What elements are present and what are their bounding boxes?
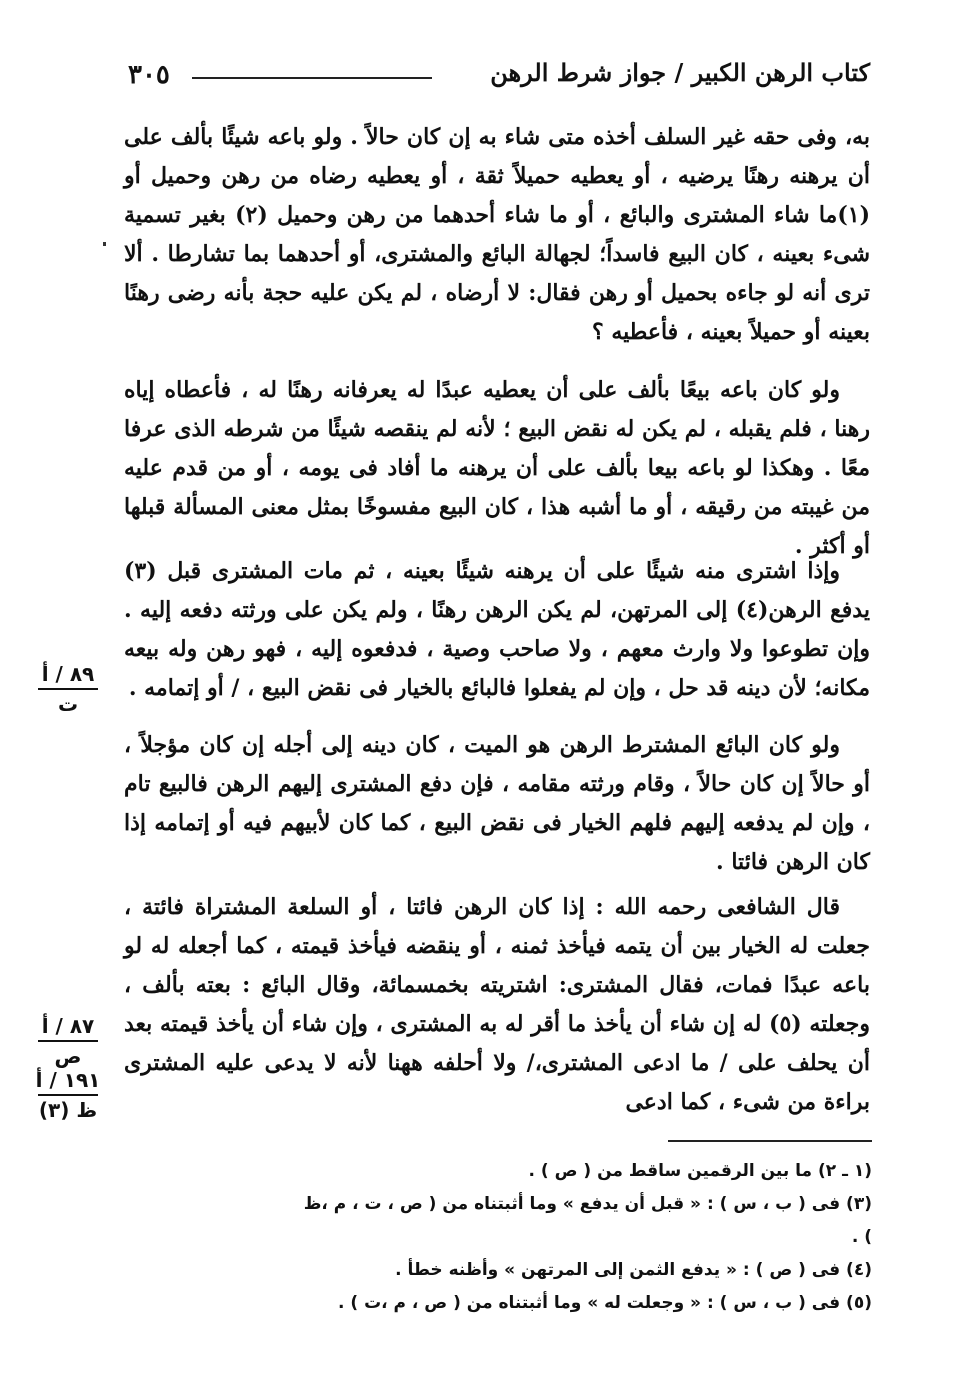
page-number: ٣٠٥: [128, 60, 170, 90]
paragraph-5: قال الشافعى رحمه الله : إذا كان الرهن فائتا ، أو السلعة المشتراة فائتة ، جعلت له الخيار بين أن يتمه فيأخذ ثمنه ، أو ينقضه فيأخذ قيمته ، كما أجعله له لو باعه عبدًا فمات، فقال المشترى: اشتريته بخمسمائة، وقال البائع : بعته بألف ، وجعلته (٥) له إن شاء أن يأخذ ما أقر له به المشترى ، وإن شاء أن يأخذ قيمته بعد أن يحلف على / ما ادعى المشترى،/ ولا أحلفه ههنا لأنه لا يدعى عليه المشترى براءة من شىء ، كما ادعى: [124, 894, 870, 1115]
paragraph-2: ولو كان باعه بيعًا بألف على أن يعطيه عبدًا له يعرفانه رهنًا له ، فأعطاه إياه رهنا ، فلم يقبله ، لم يكن له نقض البيع ؛ لأنه لم ينقصه شيئًا من شرطه الذى عرفا معًا . وهكذا لو باعه بيعا بألف على أن يرهنه ما أفاد فى يومه ، أو من قدم عليه من غيبته من رقيقه ، أو ما أشبه هذا ، كان البيع مفسوخًا بمثل معنى المسألة قبلها أو أكثر .: [124, 377, 870, 559]
manuscript-ref-siglum: ت: [57, 692, 79, 716]
manuscript-ref-divider: [38, 688, 98, 690]
paragraph-4: ولو كان البائع المشترط الرهن هو الميت ، كان دينه إلى أجله إن كان مؤجلاً ، أو حالاً إن كان حالاً ، وقام ورثته مقامه ، فإن دفع المشترى إليهم الرهن فالبيع تام ، وإن لم يدفعه إليهم فلهم الخيار فى نقض البيع ، كما كان لأبيهم فيه أو إتمامه إذا كان الرهن فائتا .: [124, 732, 870, 875]
footnote-rule: [668, 1140, 872, 1142]
footnote: (١ ـ ٢) ما بين الرقمين ساقط من ( ص ) .: [528, 1161, 872, 1181]
manuscript-ref-note: [28, 662, 108, 716]
footnote: (٤) فى ( ص ) : « يدفع الثمن إلى المرتهن » وأظنه خطأ .: [395, 1260, 872, 1280]
manuscript-ref-divider: [38, 1094, 98, 1096]
manuscript-ref-folio: ٨٩ / أ: [41, 662, 95, 686]
manuscript-ref-siglum: ظ (٣): [38, 1098, 98, 1122]
footnote: (٣) فى ( ب ، س ) : « قبل أن يدفع » وما أثبتناه من ( ص ، ت ، م ،ظ ) .: [303, 1194, 872, 1247]
manuscript-ref-siglum: ص: [54, 1044, 82, 1068]
running-header: [120, 56, 870, 96]
paragraph-1: به، وفى حقه غير السلف أخذه متى شاء به إن كان حالاً . ولو باعه شيئًا بألف على أن يرهنه رهنًا يرضيه ، أو يعطيه حميلاً ثقة ، أو يعطيه رضاه من رهن وحميل أو (١)ما شاء المشترى والبائع ، أو ما شاء أحدهما من رهن وحميل (٢) بغير تسمية شىء بعينه ، كان البيع فاسداً؛ لجهالة البائع والمشترى، أو أحدهما بما تشارطا . ألا ترى أنه لو جاءه بحميل أو رهن فقال: لا أرضاه ، لم يكن عليه حجة بأنه رضى رهنًا بعينه أو حميلاً بعينه ، فأعطيه ؟: [124, 124, 870, 345]
header-title: كتاب الرهن الكبير / جواز شرط الرهن: [490, 58, 870, 87]
footnotes: [300, 1155, 872, 1320]
manuscript-ref-folio: ٨٧ / أ: [41, 1014, 95, 1038]
print-speck: [103, 242, 106, 246]
manuscript-ref-folio: ١٩١ / أ: [35, 1068, 101, 1092]
manuscript-ref-divider: [38, 1040, 98, 1042]
header-rule: [192, 77, 432, 79]
paragraph-3: وإذا اشترى منه شيئًا على أن يرهنه شيئًا بعينه ، ثم مات المشترى قبل (٣) يدفع الرهن(٤) إلى المرتهن، لم يكن الرهن رهنًا ، ولم يكن على ورثته دفعه إليه . وإن تطوعوا ولا وارث معهم ، ولا صاحب وصية ، فدفعوه إليه ، فهو رهن وله بيعه مكانه؛ لأن دينه قد حل ، وإن لم يفعلوا فالبائع بالخيار فى نقض البيع ، / أو إتمامه .: [124, 558, 870, 701]
footnote: (٥) فى ( ب ، س ) : « وجعلت له » وما أثبتناه من ( ص ، م ،ت ) .: [338, 1293, 872, 1313]
manuscript-ref-note: [28, 1014, 108, 1122]
